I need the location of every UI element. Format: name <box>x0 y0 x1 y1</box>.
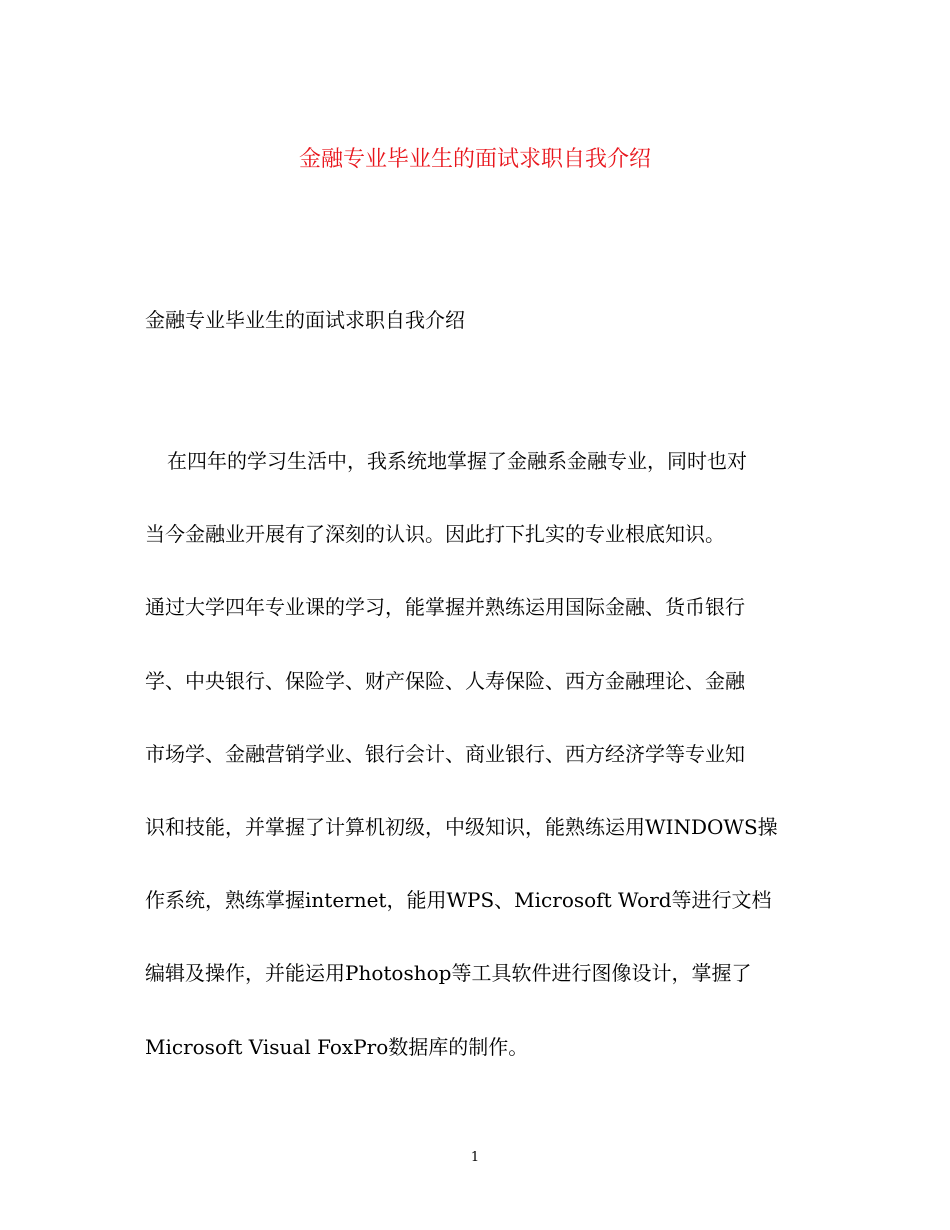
body-text <box>145 443 805 1102</box>
document-subtitle: 金融专业毕业生的面试求职自我介绍 <box>145 308 465 332</box>
body-line: 学、中央银行、保险学、财产保险、人寿保险、西方金融理论、金融 <box>145 668 745 693</box>
body-line: 编辑及操作，并能运用Photoshop等工具软件进行图像设计，掌握了 <box>145 961 752 986</box>
body-line: Microsoft Visual FoxPro数据库的制作。 <box>145 1034 529 1059</box>
body-line: 在四年的学习生活中，我系统地掌握了金融系金融专业，同时也对 <box>167 449 747 473</box>
body-line: 通过大学四年专业课的学习，能掌握并熟练运用国际金融、货币银行 <box>145 595 745 620</box>
body-line: 市场学、金融营销学业、银行会计、商业银行、西方经济学等专业知 <box>145 741 745 766</box>
page-number: 1 <box>470 1150 480 1165</box>
document-title: 金融专业毕业生的面试求职自我介绍 <box>298 147 651 172</box>
body-line: 识和技能，并掌握了计算机初级，中级知识，能熟练运用WINDOWS操 <box>145 814 778 839</box>
body-line: 当今金融业开展有了深刻的认识。因此打下扎实的专业根底知识。 <box>145 522 725 547</box>
body-line: 作系统，熟练掌握internet，能用WPS、Microsoft Word等进行文档 <box>145 888 772 913</box>
